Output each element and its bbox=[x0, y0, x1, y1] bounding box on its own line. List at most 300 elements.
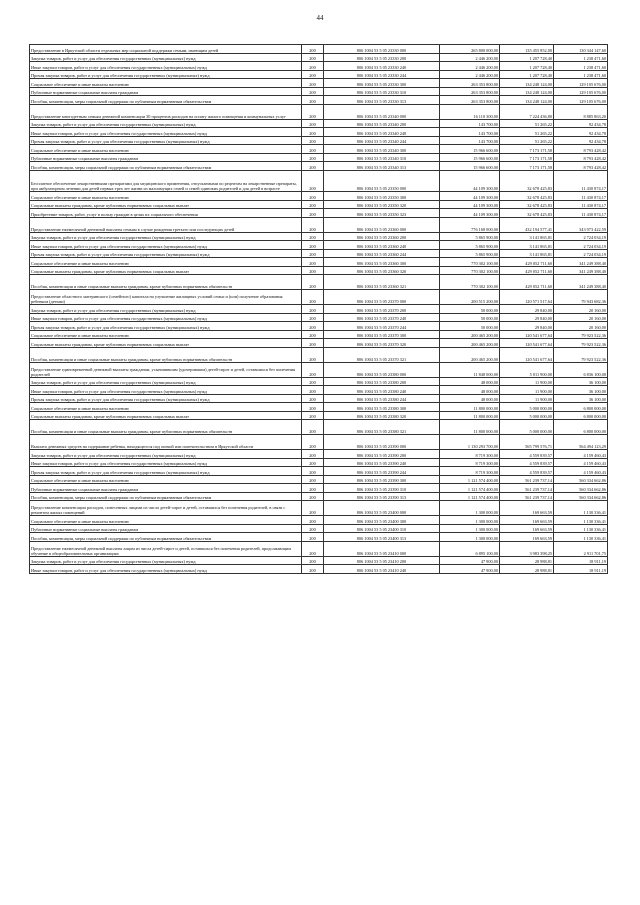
row-remaining-amount-cell: 6 800 000,00 bbox=[554, 411, 608, 420]
row-name-cell: Пособия, компенсации, меры социальной поддержки по публичным нормативным обязательствам bbox=[30, 492, 302, 501]
row-code-a-cell: 200 bbox=[302, 377, 324, 386]
row-classification-code-cell: 806 1004 53 5 05 23410 200 bbox=[324, 556, 440, 565]
row-planned-amount-cell: 5 865 900,00 bbox=[440, 232, 500, 241]
row-executed-amount-cell: 169 663,59 bbox=[500, 533, 554, 542]
row-executed-amount-cell: 5 000 000,00 bbox=[500, 403, 554, 412]
row-remaining-amount-cell: 36 100,00 bbox=[554, 377, 608, 386]
row-remaining-amount-cell: 20 160,00 bbox=[554, 305, 608, 314]
row-executed-amount-cell: 561 239 737,14 bbox=[500, 475, 554, 484]
row-planned-amount-cell: 263 353 800,00 bbox=[440, 96, 500, 105]
table-row bbox=[30, 475, 608, 484]
row-name-cell: Пособия, компенсации и иные социальные выплаты гражданам, кроме публичных нормативных обязательств bbox=[30, 275, 302, 290]
row-code-a-cell: 200 bbox=[302, 241, 324, 250]
row-planned-amount-cell: 5 865 900,00 bbox=[440, 241, 500, 250]
row-classification-code-cell: 806 1004 53 5 05 23340 313 bbox=[324, 162, 440, 171]
table-row bbox=[30, 411, 608, 420]
table-row bbox=[30, 258, 608, 267]
table-row bbox=[30, 435, 608, 450]
row-classification-code-cell: 806 1004 53 5 05 23380 300 bbox=[324, 403, 440, 412]
row-code-a-cell: 200 bbox=[302, 119, 324, 128]
row-executed-amount-cell: 7 173 171,58 bbox=[500, 153, 554, 162]
table-row bbox=[30, 162, 608, 171]
row-remaining-amount-cell: 560 334 662,86 bbox=[554, 475, 608, 484]
row-code-a-cell: 200 bbox=[302, 275, 324, 290]
row-code-a-cell: 200 bbox=[302, 128, 324, 137]
row-remaining-amount-cell: 8 885 863,20 bbox=[554, 104, 608, 119]
row-code-a-cell: 200 bbox=[302, 266, 324, 275]
table-row bbox=[30, 209, 608, 218]
row-classification-code-cell: 806 1004 53 5 05 23330 244 bbox=[324, 70, 440, 79]
table-row bbox=[30, 322, 608, 331]
row-executed-amount-cell: 7 173 171,58 bbox=[500, 162, 554, 171]
row-name-cell: Закупка товаров, работ и услуг для обеспечения государственных (муниципальных) нужд bbox=[30, 450, 302, 459]
row-planned-amount-cell: 48 000,00 bbox=[440, 386, 500, 395]
row-executed-amount-cell: 1 207 728,40 bbox=[500, 70, 554, 79]
row-executed-amount-cell: 28 988,81 bbox=[500, 565, 554, 574]
row-planned-amount-cell: 48 000,00 bbox=[440, 394, 500, 403]
row-name-cell: Закупка товаров, работ и услуг для обеспечения государственных (муниципальных) нужд bbox=[30, 305, 302, 314]
table-row bbox=[30, 556, 608, 565]
row-name-cell: Закупка товаров, работ и услуг для обеспечения государственных (муниципальных) нужд bbox=[30, 53, 302, 62]
row-executed-amount-cell: 11 900,00 bbox=[500, 394, 554, 403]
row-code-a-cell: 200 bbox=[302, 290, 324, 305]
row-name-cell: Социальное обеспечение и иные выплаты населению bbox=[30, 79, 302, 88]
row-name-cell: Прочая закупка товаров, работ и услуг для обеспечения государственных (муниципальных) нужд bbox=[30, 70, 302, 79]
row-executed-amount-cell: 28 988,81 bbox=[500, 556, 554, 565]
row-code-a-cell: 200 bbox=[302, 104, 324, 119]
row-executed-amount-cell: 11 900,00 bbox=[500, 377, 554, 386]
row-code-a-cell: 200 bbox=[302, 394, 324, 403]
row-classification-code-cell: 806 1004 53 5 05 23410 240 bbox=[324, 565, 440, 574]
row-remaining-amount-cell: 1 238 471,60 bbox=[554, 53, 608, 62]
row-code-a-cell: 200 bbox=[302, 45, 324, 54]
row-classification-code-cell: 806 1004 53 5 05 23330 000 bbox=[324, 45, 440, 54]
table-row bbox=[30, 541, 608, 556]
row-code-a-cell: 200 bbox=[302, 258, 324, 267]
row-planned-amount-cell: 200 515 200,00 bbox=[440, 290, 500, 305]
row-name-cell: Прочая закупка товаров, работ и услуг для обеспечения государственных (муниципальных) нужд bbox=[30, 394, 302, 403]
row-planned-amount-cell: 1 121 574 400,00 bbox=[440, 475, 500, 484]
row-code-a-cell: 200 bbox=[302, 313, 324, 322]
row-remaining-amount-cell: 564 494 123,29 bbox=[554, 435, 608, 450]
row-executed-amount-cell: 5 000 000,00 bbox=[500, 420, 554, 435]
row-name-cell: Иные закупки товаров, работ и услуг для обеспечения государственных (муниципальных) нужд bbox=[30, 313, 302, 322]
row-remaining-amount-cell: 79 923 522,36 bbox=[554, 347, 608, 362]
row-planned-amount-cell: 44 109 300,00 bbox=[440, 209, 500, 218]
row-planned-amount-cell: 265 800 000,00 bbox=[440, 45, 500, 54]
table-row bbox=[30, 104, 608, 119]
row-classification-code-cell: 806 1004 53 5 05 23400 300 bbox=[324, 516, 440, 525]
table-row bbox=[30, 313, 608, 322]
row-code-a-cell: 200 bbox=[302, 362, 324, 377]
table-row bbox=[30, 501, 608, 516]
table-row bbox=[30, 458, 608, 467]
row-remaining-amount-cell: 1 130 336,41 bbox=[554, 516, 608, 525]
row-planned-amount-cell: 50 000,00 bbox=[440, 305, 500, 314]
page-number: 44 bbox=[316, 14, 324, 22]
row-executed-amount-cell: 565 799 576,71 bbox=[500, 435, 554, 450]
row-planned-amount-cell: 1 300 000,00 bbox=[440, 524, 500, 533]
row-name-cell: Предоставление областного материнского (семейного) капитала на улучшение жилищных условий семьи и (или) получение образования ребенком (детьми) bbox=[30, 290, 302, 305]
row-name-cell: Публичные нормативные социальные выплаты гражданам bbox=[30, 87, 302, 96]
row-remaining-amount-cell: 560 334 662,86 bbox=[554, 492, 608, 501]
row-remaining-amount-cell: 4 159 460,43 bbox=[554, 458, 608, 467]
row-code-a-cell: 200 bbox=[302, 330, 324, 339]
row-classification-code-cell: 806 1004 53 5 05 23400 310 bbox=[324, 524, 440, 533]
row-name-cell: Иные закупки товаров, работ и услуг для обеспечения государственных (муниципальных) нужд bbox=[30, 565, 302, 574]
row-code-a-cell: 200 bbox=[302, 70, 324, 79]
table-row bbox=[30, 450, 608, 459]
row-name-cell: Пособия, компенсации и иные социальные выплаты гражданам, кроме публичных нормативных обязательств bbox=[30, 347, 302, 362]
row-remaining-amount-cell: 1 130 336,41 bbox=[554, 533, 608, 542]
row-remaining-amount-cell: 79 923 522,36 bbox=[554, 339, 608, 348]
row-code-a-cell: 200 bbox=[302, 217, 324, 232]
table-row bbox=[30, 362, 608, 377]
row-executed-amount-cell: 169 663,59 bbox=[500, 516, 554, 525]
row-name-cell: Прочая закупка товаров, работ и услуг для обеспечения государственных (муниципальных) нужд bbox=[30, 249, 302, 258]
row-remaining-amount-cell: 20 160,00 bbox=[554, 313, 608, 322]
row-classification-code-cell: 806 1004 53 5 05 23340 240 bbox=[324, 128, 440, 137]
row-remaining-amount-cell: 2 724 034,19 bbox=[554, 241, 608, 250]
table-row bbox=[30, 377, 608, 386]
table-row bbox=[30, 330, 608, 339]
row-name-cell: Иные закупки товаров, работ и услуг для обеспечения государственных (муниципальных) нужд bbox=[30, 386, 302, 395]
table-row bbox=[30, 136, 608, 145]
row-executed-amount-cell: 3 141 865,81 bbox=[500, 241, 554, 250]
row-code-a-cell: 200 bbox=[302, 200, 324, 209]
row-classification-code-cell: 806 1004 53 5 05 23390 244 bbox=[324, 467, 440, 476]
row-executed-amount-cell: 3 141 865,81 bbox=[500, 249, 554, 258]
row-code-a-cell: 200 bbox=[302, 192, 324, 201]
table-row bbox=[30, 70, 608, 79]
table-row bbox=[30, 420, 608, 435]
row-remaining-amount-cell: 129 105 676,00 bbox=[554, 96, 608, 105]
row-name-cell: Закупка товаров, работ и услуг для обеспечения государственных (муниципальных) нужд bbox=[30, 232, 302, 241]
row-classification-code-cell: 806 1004 53 5 05 23380 240 bbox=[324, 386, 440, 395]
row-name-cell: Бесплатное обеспечение лекарственными препаратами для медицинского применения, отпускаемыми по рецептам на лекарственные препараты, при амбулаторном лечении для детей первых трех лет жизни из малоимущих семей и семей одиноких родителей и для детей в возрасте bbox=[30, 170, 302, 192]
row-remaining-amount-cell: 129 105 676,00 bbox=[554, 79, 608, 88]
row-name-cell: Социальные выплаты гражданам, кроме публичных нормативных социальных выплат bbox=[30, 411, 302, 420]
row-remaining-amount-cell: 6 800 000,00 bbox=[554, 420, 608, 435]
table-row bbox=[30, 394, 608, 403]
row-classification-code-cell: 806 1004 53 5 05 23340 200 bbox=[324, 119, 440, 128]
table-row bbox=[30, 53, 608, 62]
row-code-a-cell: 200 bbox=[302, 450, 324, 459]
row-classification-code-cell: 806 1004 53 5 05 23370 300 bbox=[324, 330, 440, 339]
row-remaining-amount-cell: 36 100,00 bbox=[554, 394, 608, 403]
row-planned-amount-cell: 143 700,00 bbox=[440, 119, 500, 128]
row-executed-amount-cell: 32 678 425,83 bbox=[500, 170, 554, 192]
row-name-cell: Иные закупки товаров, работ и услуг для обеспечения государственных (муниципальных) нужд bbox=[30, 62, 302, 71]
row-remaining-amount-cell: 92 434,78 bbox=[554, 128, 608, 137]
row-planned-amount-cell: 8 719 300,00 bbox=[440, 467, 500, 476]
row-executed-amount-cell: 32 678 425,83 bbox=[500, 200, 554, 209]
row-classification-code-cell: 806 1004 53 5 05 23390 300 bbox=[324, 475, 440, 484]
row-code-a-cell: 200 bbox=[302, 232, 324, 241]
row-executed-amount-cell: 432 194 577,41 bbox=[500, 217, 554, 232]
table-row bbox=[30, 217, 608, 232]
row-code-a-cell: 200 bbox=[302, 153, 324, 162]
row-planned-amount-cell: 48 000,00 bbox=[440, 377, 500, 386]
table-row bbox=[30, 339, 608, 348]
row-code-a-cell: 200 bbox=[302, 501, 324, 516]
row-executed-amount-cell: 11 900,00 bbox=[500, 386, 554, 395]
row-code-a-cell: 200 bbox=[302, 565, 324, 574]
row-code-a-cell: 200 bbox=[302, 492, 324, 501]
row-executed-amount-cell: 32 678 425,83 bbox=[500, 192, 554, 201]
row-name-cell: Предоставление ежемесячной денежной выплаты лицам из числа детей-сирот и детей, оставшихся без попечения родителей, продолжающим обучение в общеобразовательных организациях bbox=[30, 541, 302, 556]
row-executed-amount-cell: 120 541 677,64 bbox=[500, 330, 554, 339]
row-name-cell: Предоставление многодетным семьям денежной компенсации 30 процентов расходов на оплату жилого помещения и коммунальных услуг bbox=[30, 104, 302, 119]
row-executed-amount-cell: 134 248 124,00 bbox=[500, 87, 554, 96]
row-code-a-cell: 200 bbox=[302, 556, 324, 565]
row-classification-code-cell: 806 1004 53 5 05 23340 300 bbox=[324, 145, 440, 154]
table-row bbox=[30, 290, 608, 305]
row-classification-code-cell: 806 1004 53 5 05 23380 200 bbox=[324, 377, 440, 386]
row-classification-code-cell: 806 1004 53 5 05 23380 320 bbox=[324, 411, 440, 420]
row-remaining-amount-cell: 18 911,19 bbox=[554, 565, 608, 574]
table-row bbox=[30, 87, 608, 96]
row-name-cell: Приобретение товаров, работ, услуг в пользу граждан в целях их социального обеспечения bbox=[30, 209, 302, 218]
row-remaining-amount-cell: 11 430 874,17 bbox=[554, 170, 608, 192]
row-remaining-amount-cell: 1 130 336,41 bbox=[554, 501, 608, 516]
row-planned-amount-cell: 1 121 574 400,00 bbox=[440, 492, 500, 501]
row-planned-amount-cell: 50 000,00 bbox=[440, 322, 500, 331]
row-executed-amount-cell: 120 571 517,64 bbox=[500, 290, 554, 305]
row-planned-amount-cell: 2 446 200,00 bbox=[440, 70, 500, 79]
row-executed-amount-cell: 429 052 711,60 bbox=[500, 258, 554, 267]
row-classification-code-cell: 806 1004 53 5 05 23350 320 bbox=[324, 200, 440, 209]
row-code-a-cell: 200 bbox=[302, 79, 324, 88]
table-row bbox=[30, 119, 608, 128]
table-row bbox=[30, 266, 608, 275]
row-code-a-cell: 200 bbox=[302, 524, 324, 533]
row-code-a-cell: 200 bbox=[302, 411, 324, 420]
table-row bbox=[30, 403, 608, 412]
row-executed-amount-cell: 3 983 398,25 bbox=[500, 541, 554, 556]
row-classification-code-cell: 806 1004 53 5 05 23340 000 bbox=[324, 104, 440, 119]
row-remaining-amount-cell: 2 724 034,19 bbox=[554, 249, 608, 258]
row-planned-amount-cell: 770 302 100,00 bbox=[440, 266, 500, 275]
row-code-a-cell: 200 bbox=[302, 96, 324, 105]
row-executed-amount-cell: 29 840,00 bbox=[500, 305, 554, 314]
row-classification-code-cell: 806 1004 53 5 05 23330 300 bbox=[324, 79, 440, 88]
row-executed-amount-cell: 5 011 900,00 bbox=[500, 362, 554, 377]
row-code-a-cell: 200 bbox=[302, 420, 324, 435]
row-name-cell: Пособия, компенсации и иные социальные выплаты гражданам, кроме публичных нормативных обязательств bbox=[30, 420, 302, 435]
row-executed-amount-cell: 4 559 839,57 bbox=[500, 450, 554, 459]
row-code-a-cell: 200 bbox=[302, 484, 324, 493]
row-remaining-amount-cell: 130 344 147,60 bbox=[554, 45, 608, 54]
table-row bbox=[30, 79, 608, 88]
row-code-a-cell: 200 bbox=[302, 87, 324, 96]
table-row bbox=[30, 96, 608, 105]
row-name-cell: Предоставление в Иркутской области отдельных мер социальной поддержки семьям, имеющим детей bbox=[30, 45, 302, 54]
row-remaining-amount-cell: 18 911,19 bbox=[554, 556, 608, 565]
row-classification-code-cell: 806 1004 53 5 05 23390 310 bbox=[324, 484, 440, 493]
row-remaining-amount-cell: 8 793 428,42 bbox=[554, 145, 608, 154]
row-remaining-amount-cell: 79 943 682,36 bbox=[554, 290, 608, 305]
row-planned-amount-cell: 1 130 293 700,00 bbox=[440, 435, 500, 450]
row-classification-code-cell: 806 1004 53 5 05 23330 310 bbox=[324, 87, 440, 96]
row-classification-code-cell: 806 1004 53 5 05 23400 313 bbox=[324, 533, 440, 542]
row-planned-amount-cell: 776 168 000,00 bbox=[440, 217, 500, 232]
row-code-a-cell: 200 bbox=[302, 435, 324, 450]
row-executed-amount-cell: 29 840,00 bbox=[500, 313, 554, 322]
row-executed-amount-cell: 51 265,22 bbox=[500, 128, 554, 137]
row-remaining-amount-cell: 8 793 428,42 bbox=[554, 162, 608, 171]
row-planned-amount-cell: 6 895 100,00 bbox=[440, 541, 500, 556]
row-code-a-cell: 200 bbox=[302, 145, 324, 154]
row-remaining-amount-cell: 6 836 100,00 bbox=[554, 362, 608, 377]
row-classification-code-cell: 806 1004 53 5 05 23330 313 bbox=[324, 96, 440, 105]
row-name-cell: Пособия, компенсации, меры социальной поддержки по публичным нормативным обязательствам bbox=[30, 96, 302, 105]
row-name-cell: Публичные нормативные социальные выплаты гражданам bbox=[30, 153, 302, 162]
row-classification-code-cell: 806 1004 53 5 05 23390 000 bbox=[324, 435, 440, 450]
row-planned-amount-cell: 44 109 300,00 bbox=[440, 170, 500, 192]
row-planned-amount-cell: 5 865 900,00 bbox=[440, 249, 500, 258]
row-remaining-amount-cell: 11 430 874,17 bbox=[554, 200, 608, 209]
row-code-a-cell: 200 bbox=[302, 516, 324, 525]
row-classification-code-cell: 806 1004 53 5 05 23380 244 bbox=[324, 394, 440, 403]
row-executed-amount-cell: 4 559 839,57 bbox=[500, 467, 554, 476]
row-planned-amount-cell: 11 848 000,00 bbox=[440, 362, 500, 377]
row-executed-amount-cell: 32 678 425,83 bbox=[500, 209, 554, 218]
row-planned-amount-cell: 200 465 200,00 bbox=[440, 330, 500, 339]
budget-table bbox=[29, 44, 608, 574]
table-row bbox=[30, 275, 608, 290]
row-executed-amount-cell: 169 663,59 bbox=[500, 501, 554, 516]
row-executed-amount-cell: 169 663,59 bbox=[500, 524, 554, 533]
table-row bbox=[30, 533, 608, 542]
row-planned-amount-cell: 44 109 300,00 bbox=[440, 200, 500, 209]
row-remaining-amount-cell: 343 973 422,59 bbox=[554, 217, 608, 232]
row-classification-code-cell: 806 1004 53 5 05 23370 321 bbox=[324, 347, 440, 362]
row-planned-amount-cell: 50 000,00 bbox=[440, 313, 500, 322]
row-classification-code-cell: 806 1004 53 5 05 23360 000 bbox=[324, 217, 440, 232]
row-name-cell: Публичные нормативные социальные выплаты гражданам bbox=[30, 524, 302, 533]
row-name-cell: Предоставление единовременной денежной выплаты гражданам, усыновившим (удочерившим) детей-сирот и детей, оставшихся без попечения родителей bbox=[30, 362, 302, 377]
row-planned-amount-cell: 200 465 200,00 bbox=[440, 347, 500, 362]
row-classification-code-cell: 806 1004 53 5 05 23330 240 bbox=[324, 62, 440, 71]
row-planned-amount-cell: 8 719 300,00 bbox=[440, 450, 500, 459]
row-name-cell: Социальное обеспечение и иные выплаты населению bbox=[30, 145, 302, 154]
row-name-cell: Иные закупки товаров, работ и услуг для обеспечения государственных (муниципальных) нужд bbox=[30, 241, 302, 250]
row-remaining-amount-cell: 20 160,00 bbox=[554, 322, 608, 331]
row-planned-amount-cell: 2 446 200,00 bbox=[440, 53, 500, 62]
row-name-cell: Социальное обеспечение и иные выплаты населению bbox=[30, 258, 302, 267]
row-name-cell: Иные закупки товаров, работ и услуг для обеспечения государственных (муниципальных) нужд bbox=[30, 458, 302, 467]
row-remaining-amount-cell: 4 159 460,43 bbox=[554, 467, 608, 476]
row-code-a-cell: 200 bbox=[302, 322, 324, 331]
row-remaining-amount-cell: 1 238 471,60 bbox=[554, 70, 608, 79]
row-classification-code-cell: 806 1004 53 5 05 23370 244 bbox=[324, 322, 440, 331]
table-row bbox=[30, 386, 608, 395]
row-name-cell: Иные закупки товаров, работ и услуг для обеспечения государственных (муниципальных) нужд bbox=[30, 128, 302, 137]
row-executed-amount-cell: 7 173 171,58 bbox=[500, 145, 554, 154]
row-remaining-amount-cell: 6 800 000,00 bbox=[554, 403, 608, 412]
row-code-a-cell: 200 bbox=[302, 249, 324, 258]
row-planned-amount-cell: 15 966 600,00 bbox=[440, 145, 500, 154]
row-executed-amount-cell: 120 541 677,64 bbox=[500, 347, 554, 362]
row-planned-amount-cell: 1 300 000,00 bbox=[440, 533, 500, 542]
table-row bbox=[30, 192, 608, 201]
row-name-cell: Выплата денежных средств на содержание ребенка, находящегося под опекой или попечительством в Иркутской области bbox=[30, 435, 302, 450]
row-name-cell: Социальные выплаты гражданам, кроме публичных нормативных социальных выплат bbox=[30, 200, 302, 209]
row-planned-amount-cell: 47 900,00 bbox=[440, 556, 500, 565]
row-planned-amount-cell: 1 300 000,00 bbox=[440, 516, 500, 525]
row-remaining-amount-cell: 4 159 460,43 bbox=[554, 450, 608, 459]
row-classification-code-cell: 806 1004 53 5 05 23390 200 bbox=[324, 450, 440, 459]
row-remaining-amount-cell: 560 334 662,86 bbox=[554, 484, 608, 493]
row-code-a-cell: 200 bbox=[302, 467, 324, 476]
row-planned-amount-cell: 1 300 000,00 bbox=[440, 501, 500, 516]
row-classification-code-cell: 806 1004 53 5 05 23350 000 bbox=[324, 170, 440, 192]
row-name-cell: Закупка товаров, работ и услуг для обеспечения государственных (муниципальных) нужд bbox=[30, 377, 302, 386]
row-executed-amount-cell: 1 207 728,40 bbox=[500, 53, 554, 62]
row-executed-amount-cell: 5 000 000,00 bbox=[500, 411, 554, 420]
table-row bbox=[30, 492, 608, 501]
row-remaining-amount-cell: 92 434,78 bbox=[554, 136, 608, 145]
row-executed-amount-cell: 1 207 728,40 bbox=[500, 62, 554, 71]
row-code-a-cell: 200 bbox=[302, 339, 324, 348]
row-name-cell: Закупка товаров, работ и услуг для обеспечения государственных (муниципальных) нужд bbox=[30, 119, 302, 128]
row-executed-amount-cell: 3 141 865,81 bbox=[500, 232, 554, 241]
row-remaining-amount-cell: 11 430 874,17 bbox=[554, 209, 608, 218]
table-row bbox=[30, 347, 608, 362]
row-name-cell: Прочая закупка товаров, работ и услуг для обеспечения государственных (муниципальных) нужд bbox=[30, 136, 302, 145]
row-code-a-cell: 200 bbox=[302, 458, 324, 467]
row-name-cell: Социальные выплаты гражданам, кроме публичных нормативных социальных выплат bbox=[30, 339, 302, 348]
row-classification-code-cell: 806 1004 53 5 05 23360 244 bbox=[324, 249, 440, 258]
row-remaining-amount-cell: 2 911 701,75 bbox=[554, 541, 608, 556]
row-classification-code-cell: 806 1004 53 5 05 23360 240 bbox=[324, 241, 440, 250]
row-executed-amount-cell: 135 455 852,00 bbox=[500, 45, 554, 54]
table-row bbox=[30, 516, 608, 525]
row-name-cell: Пособия, компенсации, меры социальной поддержки по публичным нормативным обязательствам bbox=[30, 533, 302, 542]
row-classification-code-cell: 806 1004 53 5 05 23360 300 bbox=[324, 258, 440, 267]
table-row bbox=[30, 153, 608, 162]
row-executed-amount-cell: 134 248 124,00 bbox=[500, 79, 554, 88]
row-code-a-cell: 200 bbox=[302, 541, 324, 556]
row-remaining-amount-cell: 92 434,78 bbox=[554, 119, 608, 128]
row-planned-amount-cell: 47 900,00 bbox=[440, 565, 500, 574]
row-executed-amount-cell: 29 840,00 bbox=[500, 322, 554, 331]
row-classification-code-cell: 806 1004 53 5 05 23350 323 bbox=[324, 209, 440, 218]
row-executed-amount-cell: 134 248 124,00 bbox=[500, 96, 554, 105]
row-remaining-amount-cell: 79 923 522,36 bbox=[554, 330, 608, 339]
row-classification-code-cell: 806 1004 53 5 05 23390 313 bbox=[324, 492, 440, 501]
row-remaining-amount-cell: 341 249 388,40 bbox=[554, 258, 608, 267]
row-name-cell: Социальное обеспечение и иные выплаты населению bbox=[30, 330, 302, 339]
table-row bbox=[30, 170, 608, 192]
row-classification-code-cell: 806 1004 53 5 05 23350 300 bbox=[324, 192, 440, 201]
table-row bbox=[30, 241, 608, 250]
row-executed-amount-cell: 429 052 711,60 bbox=[500, 266, 554, 275]
row-name-cell: Пособия, компенсации, меры социальной поддержки по публичным нормативным обязательствам bbox=[30, 162, 302, 171]
row-planned-amount-cell: 15 966 600,00 bbox=[440, 162, 500, 171]
row-code-a-cell: 200 bbox=[302, 162, 324, 171]
row-planned-amount-cell: 263 353 800,00 bbox=[440, 79, 500, 88]
row-planned-amount-cell: 8 719 300,00 bbox=[440, 458, 500, 467]
row-classification-code-cell: 806 1004 53 5 05 23370 240 bbox=[324, 313, 440, 322]
row-classification-code-cell: 806 1004 53 5 05 23370 000 bbox=[324, 290, 440, 305]
row-classification-code-cell: 806 1004 53 5 05 23340 310 bbox=[324, 153, 440, 162]
row-code-a-cell: 200 bbox=[302, 62, 324, 71]
row-name-cell: Прочая закупка товаров, работ и услуг для обеспечения государственных (муниципальных) нужд bbox=[30, 322, 302, 331]
table-row bbox=[30, 145, 608, 154]
row-executed-amount-cell: 429 052 711,60 bbox=[500, 275, 554, 290]
